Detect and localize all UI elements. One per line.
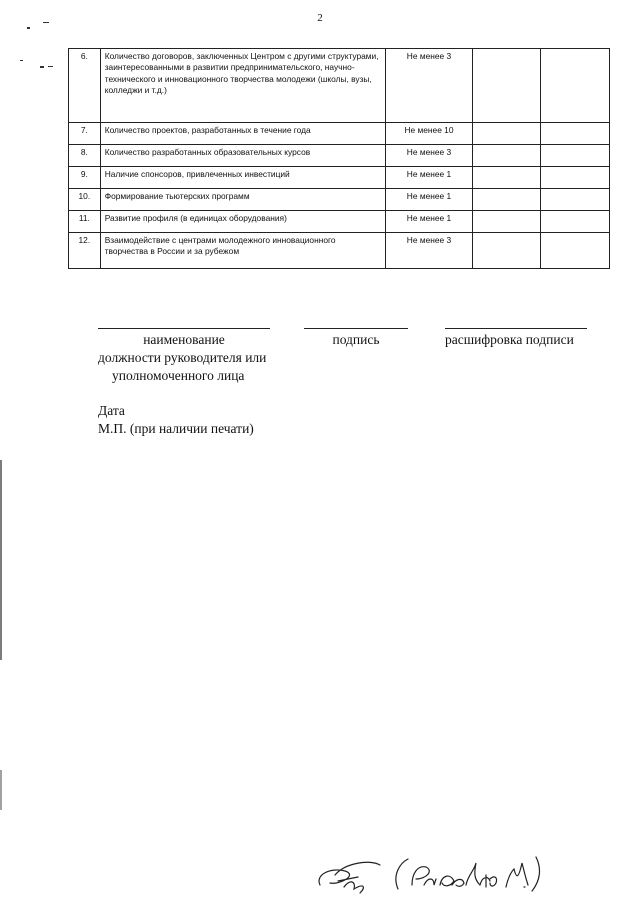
- row-empty-cell: [472, 211, 541, 233]
- table-row: [69, 211, 610, 233]
- row-empty-cell: [541, 189, 610, 211]
- row-empty-cell: [472, 189, 541, 211]
- scan-speck: [27, 27, 30, 29]
- row-target-value: Не менее 10: [386, 123, 473, 145]
- handwritten-signature: [300, 845, 550, 895]
- table-row: [69, 189, 610, 211]
- row-indicator: Количество проектов, разработанных в течение года: [100, 123, 385, 145]
- indicators-table: [68, 48, 610, 269]
- table-row: [69, 167, 610, 189]
- row-indicator: Количество договоров, заключенных Центром с другими структурами, заинтересованными в развитии предпринимательского, научно-технического и инновационного творчества молодежи (школы, вузы, колледжи и т.д.): [100, 49, 385, 123]
- row-number: 9.: [69, 167, 101, 189]
- row-empty-cell: [472, 49, 541, 123]
- table-row: [69, 123, 610, 145]
- scan-speck: [40, 66, 44, 68]
- row-target-value: Не менее 1: [386, 211, 473, 233]
- row-number: 6.: [69, 49, 101, 123]
- row-target-value: Не менее 1: [386, 189, 473, 211]
- row-empty-cell: [541, 49, 610, 123]
- row-indicator: Развитие профиля (в единицах оборудования): [100, 211, 385, 233]
- scan-speck: [43, 22, 49, 23]
- row-indicator: Наличие спонсоров, привлеченных инвестиций: [100, 167, 385, 189]
- row-target-value: Не менее 3: [386, 145, 473, 167]
- scan-edge-mark: [0, 460, 2, 660]
- row-number: 12.: [69, 233, 101, 269]
- table-row: [69, 233, 610, 269]
- scan-speck: [20, 60, 23, 61]
- row-indicator: Количество разработанных образовательных курсов: [100, 145, 385, 167]
- decoding-caption: расшифровка подписи: [445, 332, 574, 347]
- position-line: [98, 328, 270, 329]
- row-target-value: Не менее 3: [386, 49, 473, 123]
- row-number: 8.: [69, 145, 101, 167]
- position-caption-line3: уполномоченного лица: [112, 368, 245, 383]
- row-empty-cell: [541, 233, 610, 269]
- row-number: 7.: [69, 123, 101, 145]
- position-caption-line2: должности руководителя или: [98, 350, 267, 365]
- row-indicator: Взаимодействие с центрами молодежного инновационного творчества в России и за рубежом: [100, 233, 385, 269]
- row-empty-cell: [472, 145, 541, 167]
- row-empty-cell: [472, 233, 541, 269]
- row-number: 11.: [69, 211, 101, 233]
- signature-line: [304, 328, 408, 329]
- row-empty-cell: [541, 145, 610, 167]
- scan-speck: [48, 66, 53, 67]
- row-empty-cell: [541, 211, 610, 233]
- row-empty-cell: [541, 123, 610, 145]
- signature-caption: подпись: [332, 332, 380, 347]
- table-row: [69, 49, 610, 123]
- row-empty-cell: [472, 123, 541, 145]
- row-target-value: Не менее 3: [386, 233, 473, 269]
- row-indicator: Формирование тьютерских программ: [100, 189, 385, 211]
- row-empty-cell: [472, 167, 541, 189]
- position-caption-line1: наименование: [143, 332, 225, 347]
- stamp-label: М.П. (при наличии печати): [98, 421, 254, 436]
- page-number: 2: [317, 12, 323, 24]
- row-empty-cell: [541, 167, 610, 189]
- date-label: Дата: [98, 403, 125, 418]
- row-target-value: Не менее 1: [386, 167, 473, 189]
- row-number: 10.: [69, 189, 101, 211]
- scan-edge-mark: [0, 770, 2, 810]
- table-row: [69, 145, 610, 167]
- decoding-line: [445, 328, 587, 329]
